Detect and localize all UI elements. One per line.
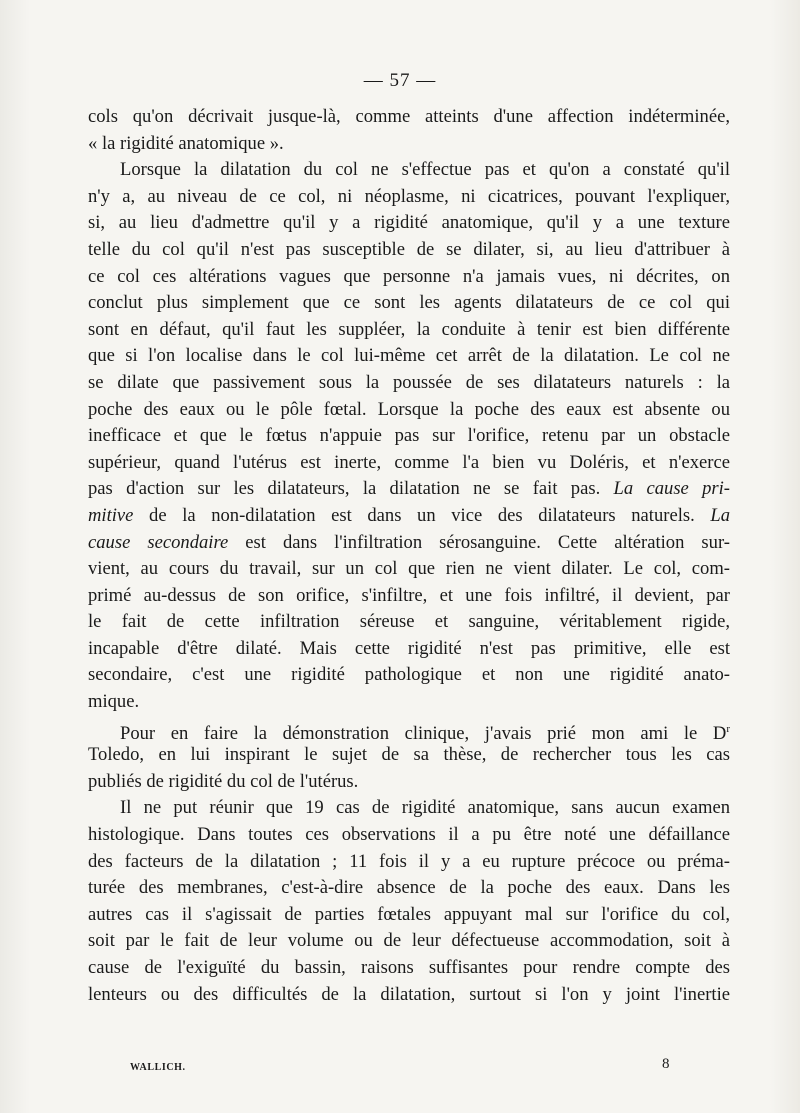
text-line: poche des eaux ou le pôle fœtal. Lorsque la poche des eaux est absente ou xyxy=(88,398,730,420)
text-line: telle du col qu'il n'est pas susceptible de se dilater, si, au lieu d'attribuer à xyxy=(88,238,730,260)
text-line-mixed xyxy=(88,476,730,503)
text-line: « la rigidité anatomique ». xyxy=(88,132,284,154)
text-line: n'y a, au niveau de ce col, ni néoplasme, ni cicatrices, pouvant l'expliquer, xyxy=(88,185,730,207)
text-line: vient, au cours du travail, sur un col que rien ne vient dilater. Le col, com- xyxy=(88,558,730,580)
text-line: incapable d'être dilaté. Mais cette rigidité n'est pas primitive, elle est xyxy=(88,637,730,659)
text-line: lenteurs ou des difficultés de la dilatation, surtout si l'on y joint l'inertie xyxy=(88,983,730,1005)
text-line: inefficace et que le fœtus n'appuie pas sur l'orifice, retenu par un obstacle xyxy=(88,425,730,447)
text-line: ce col ces altérations vagues que personne n'a jamais vues, ni décrites, on xyxy=(88,265,730,287)
text-segment: pas d'action sur les dilatateurs, la dilatation ne se fait pas. xyxy=(88,478,601,500)
text-line: le fait de cette infiltration séreuse et sanguine, véritablement rigide, xyxy=(88,611,730,633)
text-line: que si l'on localise dans le col lui-même cet arrêt de la dilatation. Le col ne xyxy=(88,345,730,367)
text-segment: est dans l'infiltration sérosanguine. Cette altération sur- xyxy=(245,531,730,553)
text-line: autres cas il s'agissait de parties fœtales appuyant mal sur l'orifice du col, xyxy=(88,903,730,925)
text-line: sont en défaut, qu'il faut les suppléer, la conduite à tenir est bien différente xyxy=(88,318,730,340)
text-segment: Pour en faire la démonstration clinique, j'avais prié mon ami le D xyxy=(120,722,727,744)
text-line: publiés de rigidité du col de l'utérus. xyxy=(88,770,359,792)
text-line: si, au lieu d'admettre qu'il y a rigidité anatomique, qu'il y a une texture xyxy=(88,212,730,234)
text-line: secondaire, c'est une rigidité pathologique et non une rigidité anato- xyxy=(88,664,730,686)
text-line-mixed xyxy=(88,530,730,557)
text-line: supérieur, quand l'utérus est inerte, comme l'a bien vu Doléris, et n'exerce xyxy=(88,451,730,473)
text-line-mixed xyxy=(88,503,730,530)
italic-phrase: La xyxy=(710,504,730,526)
text-line: Toledo, en lui inspirant le sujet de sa thèse, de rechercher tous les cas xyxy=(88,744,730,766)
italic-phrase: cause secondaire xyxy=(88,531,229,553)
text-line: turée des membranes, c'est-à-dire absence de la poche des eaux. Dans les xyxy=(88,877,730,899)
italic-phrase: La cause pri- xyxy=(613,478,730,500)
text-line: cause de l'exiguïté du bassin, raisons suffisantes pour rendre compte des xyxy=(88,957,730,978)
printer-signature: WALLICH. xyxy=(130,1062,186,1073)
body-text xyxy=(88,104,730,1008)
text-line: mique. xyxy=(88,691,140,713)
text-line: Il ne put réunir que 19 cas de rigidité anatomique, sans aucun examen xyxy=(120,797,730,819)
text-line: des facteurs de la dilatation ; 11 fois il y a eu rupture précoce ou préma- xyxy=(88,850,730,872)
text-line: histologique. Dans toutes ces observations il a pu être noté une défaillance xyxy=(88,824,730,846)
text-line: cols qu'on décrivait jusque-là, comme atteints d'une affection indéterminée, xyxy=(88,106,730,127)
text-line-mixed xyxy=(88,716,730,743)
italic-phrase: mitive xyxy=(88,504,134,526)
page-number: — 57 — xyxy=(363,70,437,91)
sheet-number: 8 xyxy=(662,1056,670,1072)
text-segment: de la non-dilatation est dans un vice des dilatateurs naturels. xyxy=(149,504,695,526)
text-line: conclut plus simplement que ce sont les agents dilatateurs de ce col qui xyxy=(88,292,730,314)
text-line: se dilate que passivement sous la poussée de ses dilatateurs naturels : la xyxy=(88,371,730,393)
text-line: primé au-dessus de son orifice, s'infiltre, et une fois infiltré, il devient, par xyxy=(88,584,730,606)
text-line: soit par le fait de leur volume ou de leur défectueuse accommodation, soit à xyxy=(88,930,730,952)
superscript: r xyxy=(726,722,730,735)
text-line: Lorsque la dilatation du col ne s'effectue pas et qu'on a constaté qu'il xyxy=(120,159,730,181)
